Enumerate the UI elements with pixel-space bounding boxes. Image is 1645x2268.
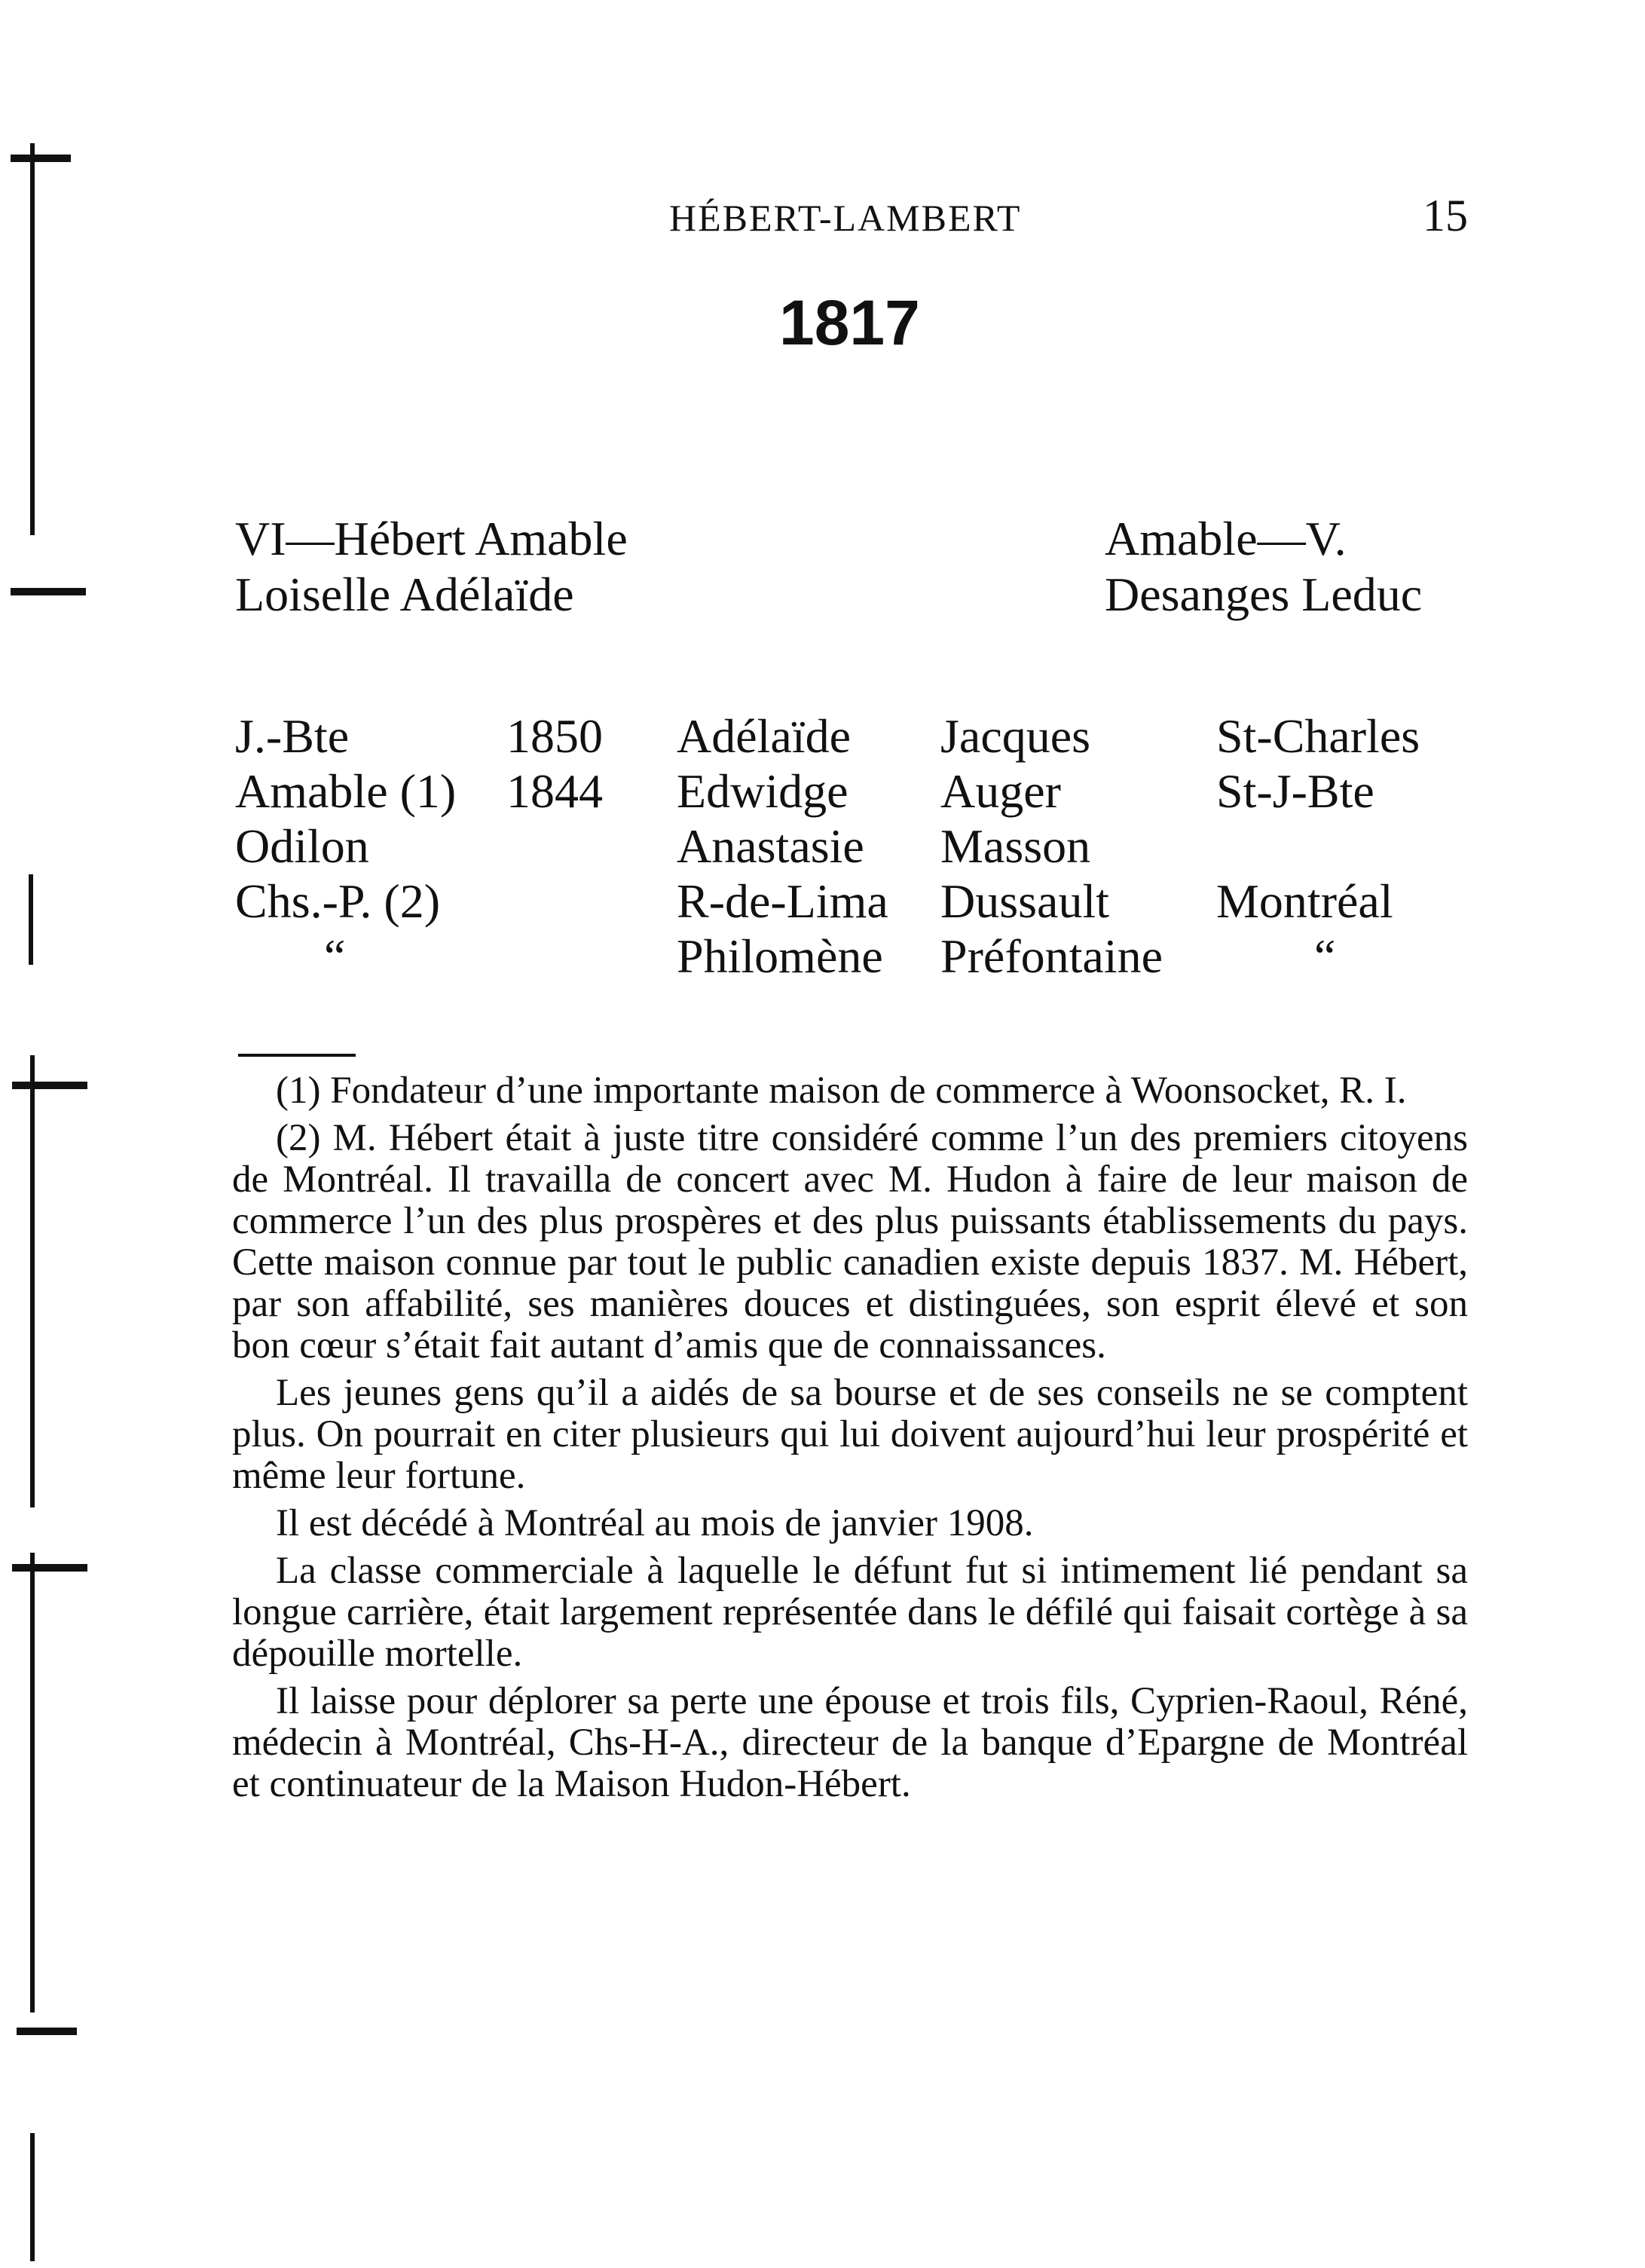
spouse-last: Préfontaine: [940, 929, 1163, 983]
ditto-mark: “: [324, 929, 346, 983]
page-number: 15: [1423, 191, 1468, 240]
scan-edge-mark: [11, 588, 86, 595]
spouse-last: Auger: [940, 764, 1061, 818]
footnote-paragraph: Il est décédé à Montréal au mois de janvier 1908.: [276, 1502, 1034, 1544]
child-name: Amable (1): [235, 764, 457, 818]
scan-edge-mark: [30, 1055, 35, 1507]
generation-right-line1: Amable—V.: [1105, 512, 1347, 565]
generation-left-line2: Loiselle Adélaïde: [235, 568, 574, 621]
place: St-J-Bte: [1216, 764, 1374, 818]
scan-edge-mark: [30, 1553, 35, 2012]
spouse-last: Dussault: [940, 874, 1109, 928]
scan-edge-mark: [17, 2028, 77, 2035]
ditto-mark: “: [1314, 929, 1336, 983]
child-name: Chs.-P. (2): [235, 874, 441, 928]
place: St-Charles: [1216, 709, 1420, 763]
spouse-first: Anastasie: [677, 819, 864, 873]
scan-edge-mark: [30, 143, 35, 535]
footnote-rule: [238, 1054, 356, 1057]
spouse-last: Masson: [940, 819, 1091, 873]
footnote-1: (1) Fondateur d’une importante maison de commerce à Woonsocket, R. I.: [276, 1070, 1407, 1112]
spouse-last: Jacques: [940, 709, 1091, 763]
scan-edge-mark: [12, 1082, 87, 1089]
spouse-first: R-de-Lima: [677, 874, 888, 928]
generation-left-line1: VI—Hébert Amable: [235, 512, 628, 565]
footnote-paragraph: Il laisse pour déplorer sa perte une épouse et trois fils, Cyprien-Raoul, Réné, médecin à Montréal, Chs-H-A., directeur de la banque d’Epargne de Montréal et continuateur de la Maison Hudon-Hébert.: [232, 1680, 1468, 1805]
child-year: 1844: [506, 764, 603, 818]
footnote-paragraph: La classe commerciale à laquelle le défunt fut si intimement lié pendant sa longue carrière, était largement représentée dans le défilé qui faisait cortège à sa dépouille mortelle.: [232, 1550, 1468, 1675]
spouse-first: Adélaïde: [677, 709, 851, 763]
scan-edge-mark: [11, 155, 71, 162]
running-title: HÉBERT-LAMBERT: [669, 197, 1022, 239]
child-year: 1850: [506, 709, 603, 763]
child-name: Odilon: [235, 819, 369, 873]
scan-edge-mark: [30, 2133, 35, 2261]
place: Montréal: [1216, 874, 1393, 928]
generation-right-line2: Desanges Leduc: [1105, 568, 1423, 621]
footnote-paragraph: Les jeunes gens qu’il a aidés de sa bourse et de ses conseils ne se comptent plus. On pourrait en citer plusieurs qui lui doivent aujourd’hui leur prospérité et même leur fortune.: [232, 1372, 1468, 1497]
footnotes: [232, 1070, 1468, 1811]
child-name: J.-Bte: [235, 709, 350, 763]
scan-edge-mark: [29, 874, 33, 965]
spouse-first: Edwidge: [677, 764, 848, 818]
footnote-2: (2) M. Hébert était à juste titre considéré comme l’un des premiers citoyens de Montréal. Il travailla de concert avec M. Hudon à faire de leur maison de commerce l’un des plus prospères et des plus puissants établissements du pays. Cette maison connue par tout le public canadien existe depuis 1837. M. Hébert, par son affabilité, ses manières douces et distinguées, son esprit élevé et son bon cœur s’était fait autant d’amis que de connaissances.: [232, 1117, 1468, 1367]
year-heading: 1817: [779, 287, 920, 358]
scan-edge-mark: [12, 1564, 87, 1572]
spouse-first: Philomène: [677, 929, 883, 983]
